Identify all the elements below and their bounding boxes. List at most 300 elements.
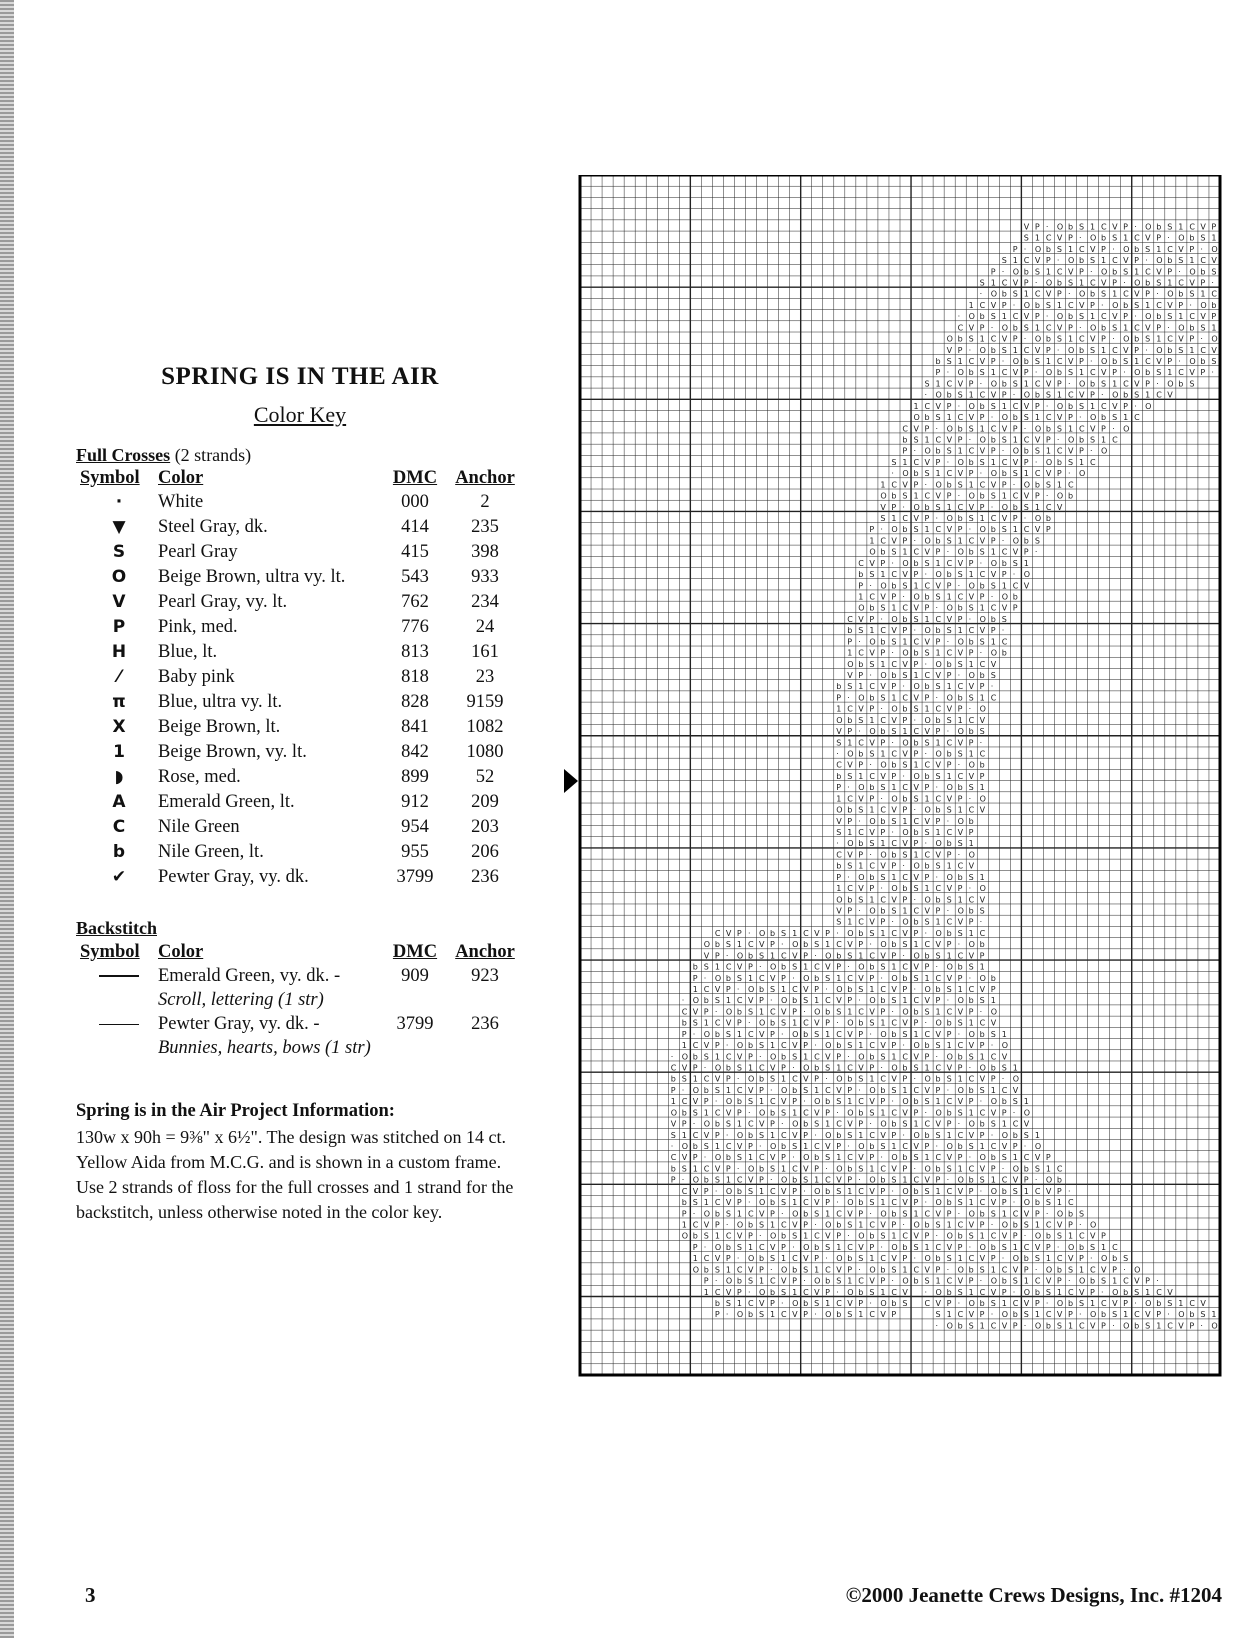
stitch-symbol: V	[758, 1209, 765, 1219]
stitch-symbol: V	[781, 1007, 787, 1017]
stitch-symbol: ·	[902, 861, 905, 871]
stitch-symbol: C	[968, 1074, 975, 1084]
stitch-symbol: O	[1001, 1041, 1009, 1051]
stitch-symbol: ·	[847, 962, 850, 972]
stitch-symbol: C	[979, 300, 986, 310]
stitch-symbol: ·	[1123, 278, 1126, 288]
stitch-symbol: b	[979, 1209, 985, 1219]
stitch-symbol: C	[1134, 233, 1140, 243]
stitch-symbol: S	[1023, 413, 1029, 423]
stitch-symbol: ·	[1156, 289, 1159, 299]
stitch-symbol: C	[990, 424, 997, 434]
stitch-symbol: ·	[1123, 1265, 1126, 1275]
stitch-symbol: V	[670, 1119, 677, 1129]
stitch-symbol: b	[681, 1108, 687, 1118]
stitch-symbol: V	[858, 1242, 864, 1252]
stitch-symbol: S	[924, 738, 930, 748]
stitch-symbol: ·	[847, 872, 850, 882]
stitch-symbol: 1	[792, 1108, 798, 1118]
stitch-symbol: b	[957, 334, 963, 344]
stitch-symbol: V	[847, 760, 853, 770]
stitch-symbol: S	[825, 973, 831, 983]
stitch-symbol: S	[957, 390, 963, 400]
stitch-symbol: S	[946, 446, 952, 456]
stitch-symbol: b	[1012, 502, 1018, 512]
stitch-symbol: 1	[1090, 401, 1096, 411]
stitch-symbol: ·	[946, 1175, 950, 1185]
stitch-symbol: O	[814, 1097, 821, 1107]
table-row	[80, 565, 520, 590]
stitch-symbol: S	[681, 1164, 687, 1174]
stitch-symbol: C	[902, 783, 909, 793]
stitch-symbol: V	[924, 1175, 930, 1185]
stitch-symbol: b	[935, 356, 941, 366]
table-row	[80, 715, 520, 740]
stitch-symbol: ·	[1056, 435, 1060, 445]
stitch-symbol: P	[1167, 267, 1173, 277]
stitch-symbol: 1	[1012, 256, 1018, 266]
stitch-symbol: S	[858, 985, 864, 995]
stitch-symbol: b	[1045, 334, 1051, 344]
stitch-symbol: 1	[1189, 256, 1195, 266]
col-anchor: Anchor	[455, 468, 515, 488]
stitch-symbol: ·	[891, 917, 894, 927]
stitch-symbol: 1	[880, 570, 886, 580]
stitch-symbol: 1	[814, 1265, 820, 1275]
stitch-symbol: ·	[957, 760, 961, 770]
stitch-symbol: 1	[946, 413, 952, 423]
stitch-symbol: S	[847, 951, 853, 961]
stitch-symbol: P	[858, 1119, 864, 1129]
stitch-symbol: P	[924, 693, 930, 703]
stitch-symbol: V	[1145, 1310, 1151, 1320]
stitch-symbol: ·	[1145, 345, 1148, 355]
stitch-symbol: V	[869, 558, 875, 568]
stitch-symbol: V	[825, 1231, 831, 1241]
stitch-symbol: V	[792, 951, 798, 961]
stitch-symbol: V	[1156, 356, 1162, 366]
stitch-symbol: S	[913, 1063, 919, 1073]
stitch-symbol: P	[858, 850, 864, 860]
stitch-symbol: C	[792, 1164, 798, 1174]
backstitch-line-icon	[99, 1024, 139, 1025]
stitch-symbol: 1	[825, 1209, 831, 1219]
stitch-symbol: b	[968, 906, 974, 916]
stitch-symbol: C	[803, 1108, 809, 1118]
stitch-symbol: ·	[770, 996, 773, 1006]
stitch-symbol: ·	[1112, 1321, 1115, 1331]
stitch-symbol: S	[725, 940, 731, 950]
stitch-symbol: ·	[858, 637, 861, 647]
stitch-symbol: O	[968, 850, 975, 860]
stitch-symbol: O	[1045, 1175, 1053, 1185]
stitch-symbol: 1	[781, 985, 787, 995]
stitch-symbol: O	[1012, 267, 1020, 277]
stitch-symbol: b	[703, 1175, 709, 1185]
stitch-symbol: b	[902, 794, 908, 804]
stitch-symbol: 1	[1123, 1310, 1129, 1320]
stitch-symbol: V	[1112, 401, 1118, 411]
stitch-symbol: P	[968, 1007, 974, 1017]
stitch-symbol: P	[1090, 390, 1095, 400]
stitch-symbol: S	[1078, 312, 1085, 322]
stitch-symbol: V	[957, 1186, 964, 1196]
stitch-symbol: P	[836, 962, 842, 972]
stitch-symbol: P	[968, 738, 974, 748]
stitch-symbol: V	[891, 805, 897, 815]
stitch-symbol: O	[869, 1085, 876, 1095]
stitch-symbol: S	[979, 278, 985, 288]
stitch-symbol: V	[968, 1130, 975, 1140]
stitch-symbol: O	[935, 839, 942, 849]
stitch-symbol: 1	[747, 1153, 754, 1163]
stitch-symbol: C	[979, 1108, 986, 1118]
stitch-symbol: C	[1067, 300, 1074, 310]
stitch-symbol: P	[880, 1007, 886, 1017]
stitch-symbol: ·	[968, 1153, 972, 1163]
stitch-symbol: O	[1034, 1142, 1042, 1152]
stitch-symbol: P	[825, 1018, 831, 1028]
stitch-symbol: ·	[1034, 368, 1038, 378]
stitch-symbol: O	[957, 727, 964, 737]
stitch-symbol: ·	[736, 1164, 740, 1174]
stitch-symbol: V	[913, 1231, 919, 1241]
stitch-symbol: ·	[869, 581, 872, 591]
stitch-symbol: b	[990, 435, 996, 445]
stitch-symbol: b	[979, 1119, 985, 1129]
stitch-symbol: C	[880, 1164, 886, 1174]
stitch-symbol: V	[979, 805, 986, 815]
stitch-symbol: ·	[670, 1142, 674, 1152]
stitch-symbol: P	[968, 558, 974, 568]
stitch-symbol: V	[847, 1299, 853, 1309]
stitch-symbol: b	[891, 1119, 897, 1129]
stitch-symbol: S	[935, 413, 941, 423]
stitch-symbol: C	[1189, 222, 1195, 232]
stitch-symbol: b	[891, 760, 897, 770]
stitch-symbol: C	[858, 828, 864, 837]
stitch-symbol: V	[880, 502, 886, 512]
stitch-symbol: C	[1023, 525, 1030, 535]
stitch-symbol: C	[1211, 289, 1217, 299]
stitch-symbol: O	[935, 1108, 942, 1118]
stitch-symbol: S	[725, 1119, 731, 1129]
stitch-symbol: S	[880, 1142, 886, 1152]
stitch-symbol: P	[858, 670, 864, 680]
stitch-symbol: b	[847, 1074, 853, 1084]
stitch-symbol: C	[1045, 323, 1052, 333]
stitch-symbol: P	[1200, 278, 1206, 288]
stitch-symbol: O	[736, 1041, 744, 1051]
stitch-symbol: 1	[770, 1220, 776, 1230]
stitch-symbol: S	[1156, 368, 1162, 378]
color-name: Pink, med.	[158, 617, 238, 637]
stitch-symbol: O	[725, 1276, 733, 1286]
stitch-symbol: P	[836, 1052, 842, 1062]
stitch-symbol: S	[703, 1231, 709, 1241]
stitch-symbol: S	[1178, 345, 1184, 355]
stitch-symbol: ·	[1134, 1299, 1137, 1309]
color-symbol: π	[112, 692, 126, 712]
stitch-symbol: P	[946, 1299, 952, 1309]
stitch-symbol: b	[847, 985, 853, 995]
stitch-symbol: C	[891, 928, 897, 938]
stitch-symbol: C	[902, 424, 909, 434]
stitch-symbol: S	[1034, 446, 1040, 456]
stitch-symbol: P	[847, 996, 853, 1006]
stitch-symbol: V	[1023, 1299, 1030, 1309]
stitch-symbol: V	[836, 906, 842, 916]
stitch-symbol: ·	[714, 1007, 718, 1017]
stitch-symbol: P	[880, 917, 886, 927]
stitch-symbol: O	[714, 1153, 722, 1163]
stitch-symbol: 1	[946, 1310, 952, 1320]
stitch-symbol: P	[880, 738, 886, 748]
stitch-symbol: O	[692, 996, 700, 1006]
stitch-symbol: b	[880, 996, 886, 1006]
stitch-symbol: b	[1067, 222, 1074, 232]
stitch-symbol: C	[935, 1063, 942, 1073]
stitch-symbol: S	[792, 1052, 798, 1062]
stitch-symbol: P	[1034, 1209, 1040, 1219]
stitch-symbol: V	[703, 1041, 710, 1051]
stitch-symbol: P	[1001, 1198, 1007, 1208]
stitch-symbol: b	[946, 928, 952, 938]
stitch-symbol: b	[1023, 356, 1029, 366]
stitch-symbol: ·	[1023, 1231, 1027, 1241]
stitch-symbol: S	[792, 1231, 798, 1241]
stitch-symbol: V	[1001, 1142, 1008, 1152]
stitch-symbol: C	[847, 1063, 853, 1073]
stitch-symbol: S	[968, 513, 974, 523]
stitch-symbol: 1	[902, 816, 908, 826]
stitch-symbol: S	[1023, 323, 1029, 333]
stitch-symbol: V	[681, 1063, 688, 1073]
stitch-symbol: b	[1045, 424, 1051, 434]
stitch-symbol: S	[1167, 222, 1173, 232]
stitch-symbol: V	[935, 1209, 942, 1219]
stitch-symbol: b	[968, 727, 974, 737]
stitch-symbol: b	[1145, 278, 1151, 288]
stitch-symbol: V	[880, 861, 886, 871]
stitch-symbol: S	[1200, 323, 1206, 333]
stitch-symbol: V	[1012, 278, 1019, 288]
stitch-symbol: S	[858, 626, 864, 636]
stitch-symbol: O	[792, 1029, 799, 1039]
dmc-number: 415	[401, 542, 429, 562]
stitch-symbol: b	[902, 973, 908, 983]
stitch-symbol: S	[946, 805, 952, 815]
stitch-symbol: ·	[946, 906, 950, 916]
stitch-symbol: b	[957, 513, 963, 523]
stitch-symbol: b	[836, 1041, 842, 1051]
stitch-symbol: S	[1078, 1299, 1085, 1309]
full-crosses-table	[80, 468, 520, 890]
stitch-symbol: 1	[714, 1231, 720, 1241]
stitch-symbol: ·	[1023, 424, 1027, 434]
stitch-symbol: P	[858, 1299, 864, 1309]
stitch-symbol: ·	[1078, 233, 1082, 243]
stitch-symbol: C	[847, 704, 853, 714]
stitch-symbol: O	[891, 525, 898, 535]
stitch-symbol: C	[924, 1209, 931, 1219]
stitch-symbol: ·	[1034, 1175, 1038, 1185]
stitch-symbol: V	[880, 682, 886, 692]
stitch-symbol: P	[957, 1153, 963, 1163]
stitch-symbol: S	[1078, 1209, 1085, 1219]
stitch-symbol: V	[990, 1108, 997, 1118]
stitch-symbol: 1	[869, 1164, 875, 1174]
stitch-symbol: 1	[968, 390, 974, 400]
stitch-symbol: ·	[1156, 379, 1159, 389]
stitch-symbol: C	[1067, 390, 1074, 400]
stitch-symbol: b	[747, 1220, 754, 1230]
stitch-symbol: O	[891, 614, 898, 624]
stitch-symbol: C	[1034, 379, 1041, 389]
stitch-symbol: C	[803, 1198, 809, 1208]
stitch-symbol: ·	[891, 828, 894, 837]
stitch-symbol: V	[736, 1231, 743, 1241]
stitch-symbol: S	[990, 1029, 996, 1039]
stitch-symbol: ·	[858, 1175, 861, 1185]
stitch-symbol: ·	[913, 715, 917, 725]
stitch-symbol: P	[847, 1265, 853, 1275]
stitch-symbol: b	[891, 1029, 897, 1039]
stitch-symbol: 1	[979, 783, 985, 793]
stitch-symbol: S	[869, 659, 875, 669]
stitch-symbol: ·	[1112, 424, 1115, 434]
stitch-symbol: 1	[968, 1287, 974, 1297]
stitch-symbol: S	[968, 1231, 974, 1241]
stitch-symbol: ·	[935, 603, 939, 613]
stitch-symbol: 1	[924, 973, 930, 983]
stitch-symbol: b	[1023, 536, 1029, 546]
stitch-symbol: P	[1001, 570, 1007, 580]
anchor-number: 203	[471, 817, 499, 837]
stitch-symbol: C	[1112, 256, 1118, 266]
stitch-symbol: V	[880, 951, 886, 961]
stitch-symbol: ·	[924, 1287, 928, 1297]
stitch-symbol: b	[1189, 1310, 1195, 1320]
stitch-symbol: 1	[692, 1074, 698, 1084]
stitch-symbol: V	[847, 850, 853, 860]
stitch-symbol: O	[902, 1276, 909, 1286]
stitch-symbol: b	[758, 1074, 765, 1084]
stitch-symbol: O	[1067, 345, 1075, 355]
stitch-symbol: V	[1090, 424, 1096, 434]
stitch-symbol: S	[1101, 379, 1107, 389]
stitch-symbol: b	[803, 940, 809, 950]
stitch-symbol: b	[847, 895, 853, 905]
stitch-symbol: P	[924, 872, 930, 882]
stitch-symbol: b	[924, 592, 930, 602]
stitch-symbol: O	[946, 424, 953, 434]
stitch-symbol: C	[1023, 1242, 1030, 1252]
stitch-symbol: O	[692, 1085, 700, 1095]
stitch-symbol: b	[747, 1041, 754, 1051]
stitch-symbol: S	[1012, 558, 1018, 568]
stitch-symbol: C	[979, 390, 986, 400]
stitch-symbol: 1	[968, 480, 974, 490]
stitch-symbol: 1	[1134, 356, 1140, 366]
stitch-symbol: C	[836, 1029, 842, 1039]
stitch-symbol: V	[1001, 1052, 1008, 1062]
stitch-symbol: b	[1112, 267, 1118, 277]
stitch-symbol: S	[1034, 536, 1040, 546]
stitch-symbol: P	[1067, 323, 1073, 333]
stitch-symbol: C	[781, 1130, 787, 1140]
stitch-symbol: S	[836, 828, 842, 837]
stitch-symbol: O	[913, 1220, 920, 1230]
stitch-symbol: C	[681, 1097, 688, 1107]
stitch-symbol: 1	[924, 435, 930, 445]
stitch-symbol: S	[935, 502, 941, 512]
stitch-symbol: 1	[1211, 233, 1217, 243]
stitch-symbol: b	[979, 760, 985, 770]
stitch-symbol: b	[880, 637, 886, 647]
stitch-symbol: O	[1001, 323, 1009, 333]
stitch-symbol: ·	[736, 1074, 740, 1084]
stitch-symbol: S	[703, 1052, 709, 1062]
color-symbol: b	[112, 842, 126, 862]
stitch-symbol: C	[990, 1052, 997, 1062]
stitch-symbol: b	[725, 1153, 731, 1163]
stitch-symbol: V	[968, 413, 975, 423]
stitch-symbol: V	[968, 951, 975, 961]
stitch-symbol: P	[825, 1198, 831, 1208]
stitch-symbol: 1	[869, 715, 875, 725]
stitch-symbol: O	[1023, 1198, 1031, 1208]
color-symbol: ◗	[114, 767, 124, 787]
stitch-symbol: C	[1001, 368, 1008, 378]
stitch-symbol: O	[1078, 379, 1086, 389]
stitch-symbol: 1	[935, 1007, 941, 1017]
stitch-symbol: 1	[946, 1041, 952, 1051]
stitch-symbol: P	[1045, 256, 1051, 266]
stitch-symbol: V	[1001, 424, 1008, 434]
stitch-symbol: 1	[913, 1209, 919, 1219]
stitch-symbol: S	[1056, 334, 1062, 344]
stitch-symbol: C	[979, 570, 986, 580]
pattern-title: SPRING IS IN THE AIR	[161, 363, 439, 390]
stitch-symbol: S	[935, 682, 941, 692]
stitch-symbol: V	[1067, 446, 1074, 456]
stitch-symbol: C	[758, 1063, 765, 1073]
stitch-symbol: b	[979, 491, 985, 501]
stitch-symbol: S	[1112, 233, 1118, 243]
stitch-symbol: V	[814, 1018, 820, 1028]
stitch-symbol: ·	[781, 1029, 784, 1039]
color-name: Nile Green, lt.	[158, 842, 264, 862]
stitch-symbol: C	[891, 749, 897, 759]
stitch-symbol: P	[869, 525, 875, 535]
stitch-symbol: C	[1001, 1265, 1008, 1275]
stitch-symbol: 1	[990, 1085, 996, 1095]
stitch-symbol: P	[1156, 323, 1162, 333]
stitch-symbol: P	[1167, 356, 1173, 366]
stitch-symbol: V	[781, 1186, 787, 1196]
stitch-symbol: V	[990, 390, 997, 400]
stitch-symbol: C	[902, 693, 909, 703]
stitch-symbol: S	[957, 928, 963, 938]
stitch-symbol: C	[858, 738, 864, 748]
stitch-symbol: b	[946, 839, 952, 849]
stitch-symbol: V	[946, 525, 953, 535]
stitch-symbol: O	[836, 1074, 843, 1084]
stitch-symbol: P	[869, 704, 875, 714]
stitch-symbol: V	[924, 727, 930, 737]
stitch-symbol: O	[1023, 570, 1031, 580]
